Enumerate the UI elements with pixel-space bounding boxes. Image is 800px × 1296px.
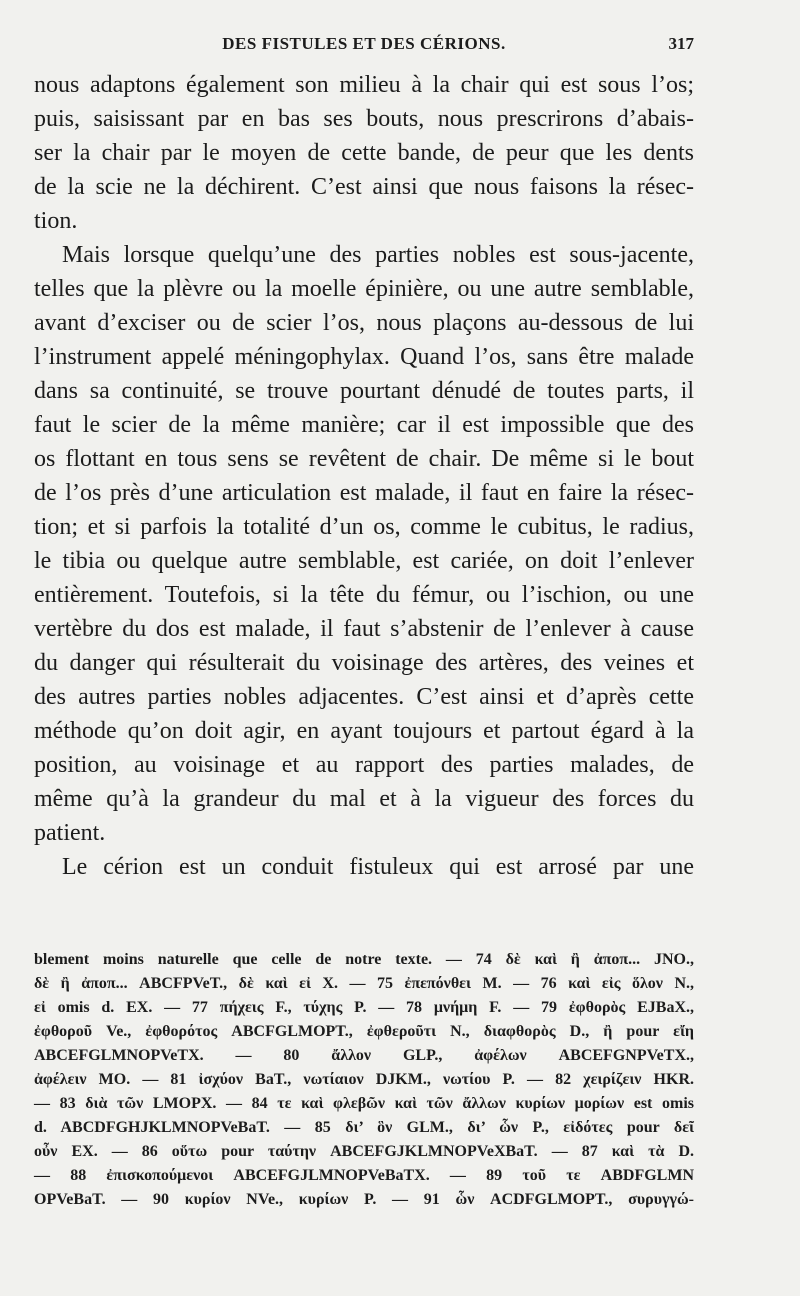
body-text bbox=[34, 68, 694, 884]
body-line: le tibia ou quelque autre semblable, est cariée, on doit l’enlever bbox=[34, 548, 694, 574]
body-line: de l’os près d’une articulation est malade, il faut en faire la résec- bbox=[34, 480, 694, 506]
footnote-line: — 88 ἐπισκοπούμενοι ABCEFGJLMNOPVeBaTX. — 89 τοῦ τε ABDFGLMN bbox=[34, 1167, 694, 1184]
body-line: position, au voisinage et au rapport des parties malades, de bbox=[34, 752, 694, 778]
body-line: tion. bbox=[34, 208, 78, 234]
body-line: ser la chair par le moyen de cette bande, de peur que les dents bbox=[34, 140, 694, 166]
body-line: patient. bbox=[34, 820, 106, 846]
page-header bbox=[34, 34, 694, 58]
body-line: faut le scier de la même manière; car il est impossible que des bbox=[34, 412, 694, 438]
body-line: des autres parties nobles adjacentes. C’est ainsi et d’après cette bbox=[34, 684, 694, 710]
paragraph-start-line: Mais lorsque quelqu’une des parties nobles est sous-jacente, bbox=[62, 242, 694, 268]
footnote-line: — 83 διὰ τῶν LMOPX. — 84 τε καὶ φλεβῶν καὶ τῶν ἄλλων κυρίων μορίων est omis bbox=[34, 1095, 694, 1112]
body-line: méthode qu’on doit agir, en ayant toujours et partout égard à la bbox=[34, 718, 694, 744]
footnote-line: ABCEFGLMNOPVeTX. — 80 ἄλλον GLP., ἀφέλων ABCEFGNPVeTX., bbox=[34, 1047, 694, 1064]
body-line: de la scie ne la déchirent. C’est ainsi que nous faisons la résec- bbox=[34, 174, 694, 200]
body-line: vertèbre du dos est malade, il faut s’abstenir de l’enlever à cause bbox=[34, 616, 694, 642]
body-line: avant d’exciser ou de scier l’os, nous plaçons au-dessous de lui bbox=[34, 310, 694, 336]
footnote-line: ἀφέλειν MO. — 81 ἰσχύον BaT., νωτίαιον DJKM., νωτίου P. — 82 χειρίζειν HKR. bbox=[34, 1071, 694, 1088]
body-line: dans sa continuité, se trouve pourtant dénudé de toutes parts, il bbox=[34, 378, 694, 404]
footnote-line: d. ABCDFGHJKLMNOPVeBaT. — 85 δι’ ὃν GLM., δι’ ὧν P., εἰδότες pour δεῖ bbox=[34, 1119, 694, 1136]
body-line: telles que la plèvre ou la moelle épinière, ou une autre semblable, bbox=[34, 276, 694, 302]
body-line: du danger qui résulterait du voisinage des artères, des veines et bbox=[34, 650, 694, 676]
footnotes bbox=[34, 948, 694, 1212]
body-line: os flottant en tous sens se revêtent de chair. De même si le bout bbox=[34, 446, 694, 472]
footnote-line: blement moins naturelle que celle de notre texte. — 74 δὲ καὶ ἢ ἀποπ... JNO., bbox=[34, 951, 694, 968]
paragraph-start-line: Le cérion est un conduit fistuleux qui est arrosé par une bbox=[62, 854, 694, 880]
body-line: l’instrument appelé méningophylax. Quand l’os, sans être malade bbox=[34, 344, 694, 370]
footnote-line: δὲ ἢ ἀποπ... ABCFPVeT., δὲ καὶ εἰ X. — 75 ἐπεπόνθει M. — 76 καὶ εἰς ὅλον N., bbox=[34, 975, 694, 992]
body-line: même qu’à la grandeur du mal et à la vigueur des forces du bbox=[34, 786, 694, 812]
footnote-line: OPVeBaT. — 90 κυρίον NVe., κυρίων P. — 91 ὧν ACDFGLMOPT., συρυγγώ- bbox=[34, 1191, 694, 1208]
running-head: DES FISTULES ET DES CÉRIONS. bbox=[222, 34, 506, 53]
page-number: 317 bbox=[668, 34, 694, 53]
footnote-line: ἐφθοροῦ Ve., ἐφθορότος ABCFGLMOPT., ἐφθεροῦτι N., διαφθορὸς D., ἢ pour εἴη bbox=[34, 1023, 694, 1040]
body-line: nous adaptons également son milieu à la chair qui est sous l’os; bbox=[34, 72, 694, 98]
body-line: entièrement. Toutefois, si la tête du fémur, ou l’ischion, ou une bbox=[34, 582, 694, 608]
footnote-line: οὖν EX. — 86 οὕτω pour ταύτην ABCEFGJKLMNOPVeXBaT. — 87 καὶ τὰ D. bbox=[34, 1143, 694, 1160]
footnote-line: εἰ omis d. EX. — 77 πήχεις F., τύχης P. — 78 μνήμη F. — 79 ἐφθορὸς EJBaX., bbox=[34, 999, 694, 1016]
body-line: tion; et si parfois la totalité d’un os, comme le cubitus, le radius, bbox=[34, 514, 694, 540]
body-line: puis, saisissant par en bas ses bouts, nous prescrirons d’abais- bbox=[34, 106, 694, 132]
